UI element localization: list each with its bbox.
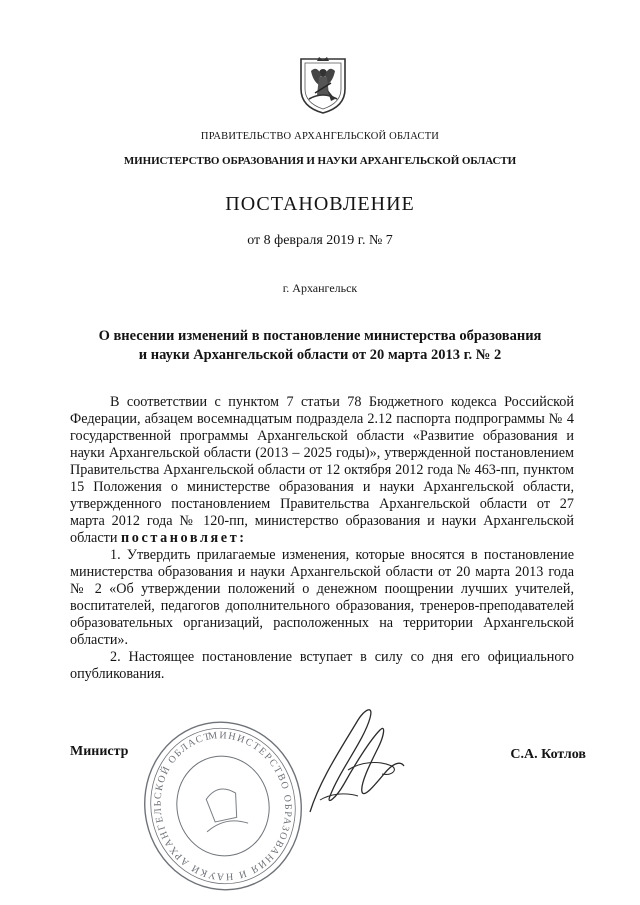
signer-position: Министр (70, 744, 129, 759)
document-title (60, 327, 580, 365)
official-stamp-icon (138, 716, 308, 896)
government-name: ПРАВИТЕЛЬСТВО АРХАНГЕЛЬСКОЙ ОБЛАСТИ (200, 131, 440, 142)
preamble-text: В соответствии с пунктом 7 статьи 78 Бюджетного кодекса Российской Федерации, абзацем восемнадцатым подраздела 2.12 паспорта подпрограммы № 4 государственной программы Архангельской области «Развитие образования и науки Архангельской области (2013 – 2025 годы)», утвержденной постановлением Правительства Архангельской области от 12 октября 2012 года № 463-пп, пунктом 15 Положения о министерстве образования и науки Архангельской области, утвержденного постановлением Правительства Архангельской области от 27 марта 2012 года № 120-пп, министерство образования и науки Архангельской области (70, 394, 574, 546)
document-date-number: от 8 февраля 2019 г. № 7 (247, 233, 393, 248)
item-2-paragraph: 2. Настоящее постановление вступает в силу со дня его официального опубликования. (70, 649, 574, 682)
ministry-name: МИНИСТЕРСТВО ОБРАЗОВАНИЯ И НАУКИ АРХАНГЕЛЬСКОЙ ОБЛАСТИ (123, 155, 517, 167)
decree-word: постановляет: (120, 530, 247, 546)
item-1-paragraph: 1. Утвердить прилагаемые изменения, которые вносятся в постановление министерства образования и науки Архангельской области от 20 марта 2013 года № 2 «Об утверждении положений о денежном поощрении лучших учителей, воспитателей, педагогов дополнительного образования, тренеров-преподавателей образовательных организаций, расположенных на территории Архангельской области». (70, 547, 574, 648)
stamp-text: МИНИСТЕРСТВО ОБРАЗОВАНИЯ И НАУКИ АРХАНГЕЛЬСКОЙ ОБЛАСТИ (152, 730, 294, 882)
handwritten-signature (300, 700, 410, 818)
coat-of-arms-icon (297, 55, 349, 115)
document-body (70, 394, 574, 683)
preamble-paragraph (70, 394, 574, 547)
title-line-1: О внесении изменений в постановление министерства образования (98, 328, 542, 344)
document-type: ПОСТАНОВЛЕНИЕ (225, 193, 415, 215)
title-line-2: и науки Архангельской области от 20 марта 2013 г. № 2 (138, 347, 502, 363)
svg-text:МИНИСТЕРСТВО ОБРАЗОВАНИЯ И НАУ (138, 716, 307, 896)
signer-name: С.А. Котлов (510, 747, 586, 762)
document-city: г. Архангельск (282, 281, 358, 295)
